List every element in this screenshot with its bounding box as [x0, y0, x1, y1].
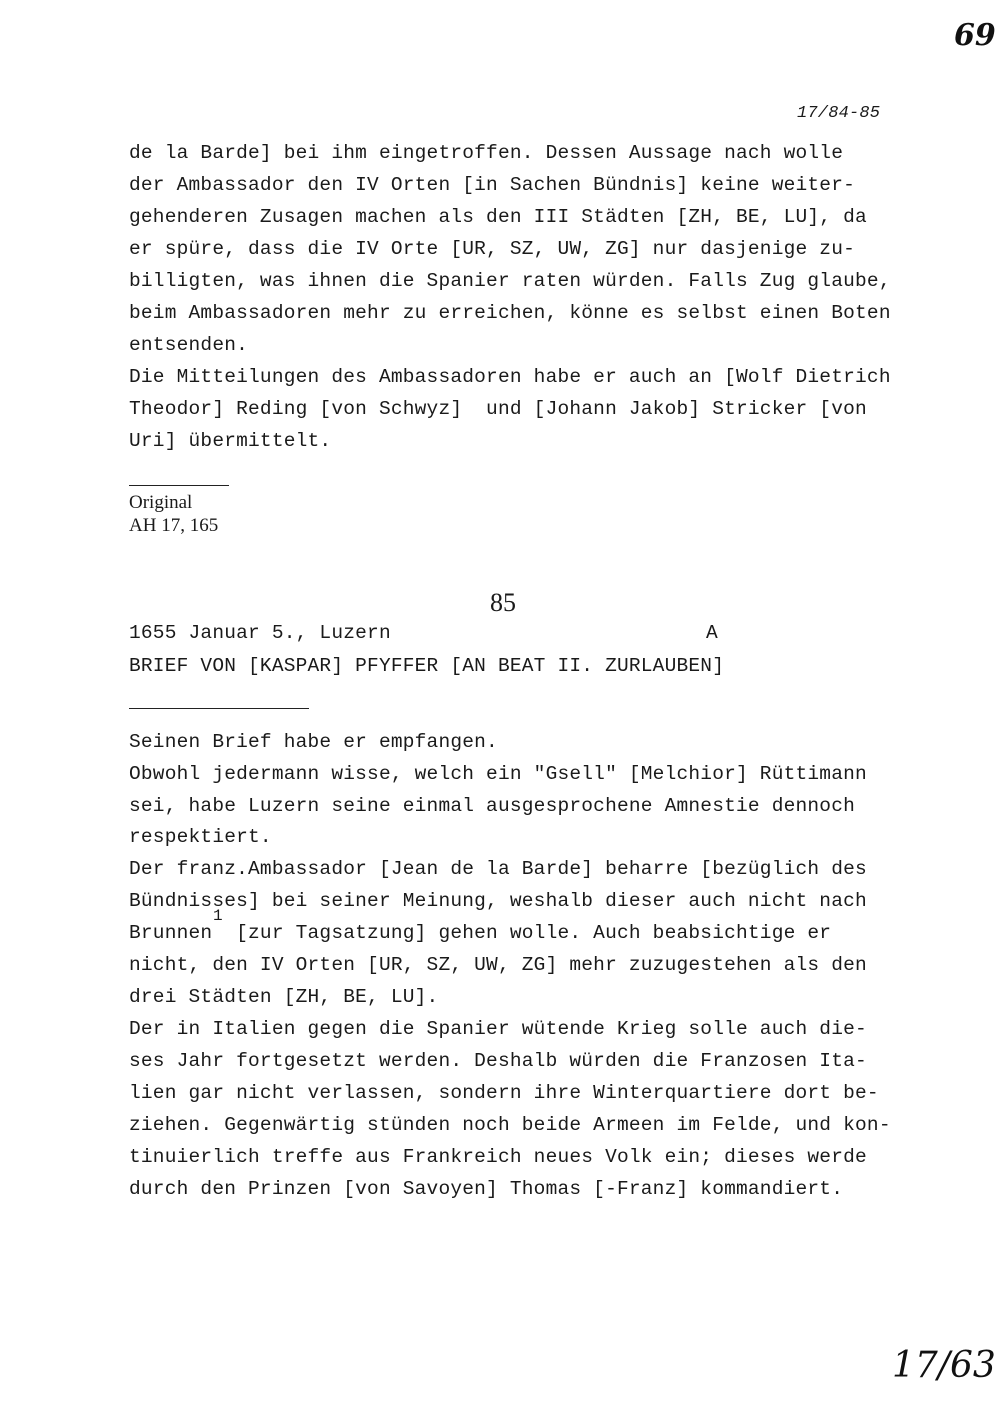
text-line: ses Jahr fortgesetzt werden. Deshalb würden die Franzosen Ita- [129, 1050, 867, 1072]
text-line: ziehen. Gegenwärtig stünden noch beide Armeen im Felde, und kon- [129, 1114, 891, 1136]
document-date-place: 1655 Januar 5., Luzern [129, 622, 391, 644]
separator-rule [129, 485, 229, 486]
handwritten-page-number: 69 [954, 18, 996, 53]
text-line: Obwohl jedermann wisse, welch ein "Gsell" [Melchior] Rüttimann [129, 763, 867, 785]
document-title: BRIEF VON [KASPAR] PFYFFER [AN BEAT II. ZURLAUBEN] [129, 655, 725, 677]
text-line: beim Ambassadoren mehr zu erreichen, könne es selbst einen Boten [129, 302, 891, 324]
text-line: gehenderen Zusagen machen als den III Städten [ZH, BE, LU], da [129, 206, 867, 228]
text-line: er spüre, dass die IV Orte [UR, SZ, UW, ZG] nur dasjenige zu- [129, 238, 856, 260]
text-line: nicht, den IV Orten [UR, SZ, UW, ZG] mehr zuzugestehen als den [129, 954, 867, 976]
text-line: lien gar nicht verlassen, sondern ihre Winterquartiere dort be- [129, 1082, 879, 1104]
footnote-marker: 1 [213, 907, 223, 925]
text-line: der Ambassador den IV Orten [in Sachen Bündnis] keine weiter- [129, 174, 856, 196]
source-label: Original [129, 492, 193, 513]
text-line: Der franz.Ambassador [Jean de la Barde] beharre [bezüglich des [129, 858, 867, 880]
text-line: Theodor] Reding [von Schwyz] und [Johann Jakob] Stricker [von [129, 398, 867, 420]
text-line: entsenden. [129, 334, 249, 356]
text-line: Brunnen [zur Tagsatzung] gehen wolle. Auch beabsichtige er [129, 922, 832, 944]
text-line: de la Barde] bei ihm eingetroffen. Dessen Aussage nach wolle [129, 142, 844, 164]
document-letter: A [706, 622, 718, 644]
text-line: respektiert. [129, 826, 272, 848]
text-line: Uri] übermittelt. [129, 430, 332, 452]
text-line: durch den Prinzen [von Savoyen] Thomas [-Franz] kommandiert. [129, 1178, 844, 1200]
reference-number: 17/84-85 [797, 104, 881, 123]
handwritten-folio: 17/63 [892, 1345, 996, 1386]
document-number: 85 [490, 588, 516, 617]
text-line: Der in Italien gegen die Spanier wütende Krieg solle auch die- [129, 1018, 867, 1040]
text-line: drei Städten [ZH, BE, LU]. [129, 986, 439, 1008]
text-line: Bündnisses] bei seiner Meinung, weshalb dieser auch nicht nach [129, 890, 867, 912]
text-line: sei, habe Luzern seine einmal ausgesprochene Amnestie dennoch [129, 795, 856, 817]
text-line: Die Mitteilungen des Ambassadoren habe er auch an [Wolf Dietrich [129, 366, 891, 388]
text-line: Seinen Brief habe er empfangen. [129, 731, 498, 753]
separator-rule [129, 708, 309, 709]
text-line: tinuierlich treffe aus Frankreich neues Volk ein; dieses werde [129, 1146, 867, 1168]
source-signature: AH 17, 165 [129, 515, 219, 536]
text-line: billigten, was ihnen die Spanier raten würden. Falls Zug glaube, [129, 270, 891, 292]
